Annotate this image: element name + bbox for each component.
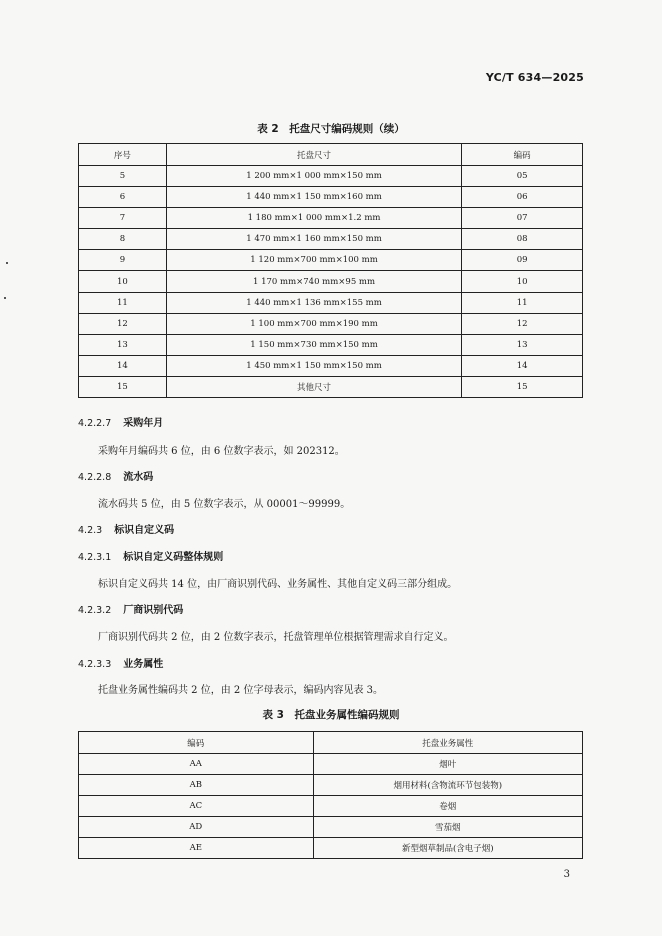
- table-row: [79, 187, 583, 208]
- table-row: [79, 271, 583, 292]
- table-cell: 14: [79, 355, 167, 376]
- table-cell: 1 200 mm×1 000 mm×150 mm: [166, 166, 461, 187]
- table-cell: 10: [79, 271, 167, 292]
- table2: [78, 143, 583, 398]
- scan-speck: [6, 262, 8, 264]
- table-row: [79, 817, 583, 838]
- table-row: [79, 313, 583, 334]
- paragraph: 托盘业务属性编码共 2 位，由 2 位字母表示，编码内容见表 3。: [98, 685, 383, 696]
- section-number: 4.2.2.8: [78, 472, 112, 483]
- table3-header-row: [79, 732, 583, 754]
- paragraph: 采购年月编码共 6 位，由 6 位数字表示，如 202312。: [98, 446, 345, 457]
- section-title: 标识自定义码整体规则: [123, 552, 224, 563]
- table-row: [79, 334, 583, 355]
- section-heading: [78, 468, 153, 483]
- table-cell: AC: [79, 796, 314, 817]
- table-cell: 15: [462, 376, 583, 397]
- table-row: [79, 838, 583, 859]
- table-cell: 08: [462, 229, 583, 250]
- section-number: 4.2.2.7: [78, 418, 112, 429]
- section-title: 厂商识别代码: [123, 605, 184, 616]
- table-cell: 15: [79, 376, 167, 397]
- section-heading: [78, 601, 183, 616]
- table-cell: 8: [79, 229, 167, 250]
- paragraph: 标识自定义码共 14 位，由厂商识别代码、业务属性、其他自定义码三部分组成。: [98, 579, 458, 590]
- table-cell: 10: [462, 271, 583, 292]
- table-cell: 烟叶: [313, 754, 582, 775]
- section-title: 流水码: [123, 472, 154, 483]
- section-heading: [78, 414, 163, 429]
- table-row: [79, 754, 583, 775]
- table-cell: 9: [79, 250, 167, 271]
- table-cell: 1 440 mm×1 150 mm×160 mm: [166, 187, 461, 208]
- table-cell: 新型烟草制品(含电子烟): [313, 838, 582, 859]
- table-row: [79, 250, 583, 271]
- table-cell: 5: [79, 166, 167, 187]
- section-heading: [78, 548, 223, 563]
- table-cell: 07: [462, 208, 583, 229]
- table-cell: 卷烟: [313, 796, 582, 817]
- table-cell: AB: [79, 775, 314, 796]
- section-heading: [78, 655, 163, 670]
- section-title: 业务属性: [123, 659, 164, 670]
- table2-caption: 表 2 托盘尺寸编码规则（续）: [257, 123, 405, 135]
- table-cell: 1 150 mm×730 mm×150 mm: [166, 334, 461, 355]
- standard-code: YC/T 634—2025: [485, 71, 584, 84]
- table-cell: 13: [462, 334, 583, 355]
- table-cell: 11: [462, 292, 583, 313]
- scan-speck: [4, 297, 6, 299]
- table-cell: AA: [79, 754, 314, 775]
- section-number: 4.2.3.1: [78, 552, 112, 563]
- table-cell: 1 170 mm×740 mm×95 mm: [166, 271, 461, 292]
- table-cell: 1 470 mm×1 160 mm×150 mm: [166, 229, 461, 250]
- table-cell: AD: [79, 817, 314, 838]
- table-cell: 1 100 mm×700 mm×190 mm: [166, 313, 461, 334]
- column-header: 编码: [79, 732, 314, 754]
- column-header: 编码: [462, 144, 583, 166]
- table-cell: 其他尺寸: [166, 376, 461, 397]
- section-heading: [78, 521, 174, 536]
- table-row: [79, 208, 583, 229]
- column-header: 托盘业务属性: [313, 732, 582, 754]
- table-cell: 06: [462, 187, 583, 208]
- table-cell: 14: [462, 355, 583, 376]
- table-row: [79, 166, 583, 187]
- table-cell: 7: [79, 208, 167, 229]
- table-row: [79, 775, 583, 796]
- table-cell: 1 120 mm×700 mm×100 mm: [166, 250, 461, 271]
- section-number: 4.2.3.3: [78, 659, 112, 670]
- section-title: 采购年月: [123, 418, 164, 429]
- table-cell: 1 450 mm×1 150 mm×150 mm: [166, 355, 461, 376]
- paragraph: 厂商识别代码共 2 位，由 2 位数字表示，托盘管理单位根据管理需求自行定义。: [98, 632, 454, 643]
- column-header: 托盘尺寸: [166, 144, 461, 166]
- section-number: 4.2.3: [78, 525, 103, 536]
- table3: [78, 731, 583, 859]
- table3-caption: 表 3 托盘业务属性编码规则: [262, 709, 400, 721]
- table-row: [79, 229, 583, 250]
- table-cell: 雪茄烟: [313, 817, 582, 838]
- table-row: [79, 796, 583, 817]
- section-title: 标识自定义码: [114, 525, 175, 536]
- table2-header-row: [79, 144, 583, 166]
- table-cell: 6: [79, 187, 167, 208]
- paragraph: 流水码共 5 位，由 5 位数字表示，从 00001～99999。: [98, 499, 351, 510]
- table-row: [79, 355, 583, 376]
- table-cell: 12: [79, 313, 167, 334]
- table-cell: AE: [79, 838, 314, 859]
- column-header: 序号: [79, 144, 167, 166]
- table-cell: 烟用材料(含物流环节包装物): [313, 775, 582, 796]
- table-cell: 05: [462, 166, 583, 187]
- table-cell: 1 440 mm×1 136 mm×155 mm: [166, 292, 461, 313]
- table-cell: 1 180 mm×1 000 mm×1.2 mm: [166, 208, 461, 229]
- table-cell: 13: [79, 334, 167, 355]
- table-cell: 09: [462, 250, 583, 271]
- table-cell: 11: [79, 292, 167, 313]
- table-cell: 12: [462, 313, 583, 334]
- section-number: 4.2.3.2: [78, 605, 112, 616]
- table-row: [79, 292, 583, 313]
- table-row: [79, 376, 583, 397]
- page-number: 3: [563, 869, 570, 880]
